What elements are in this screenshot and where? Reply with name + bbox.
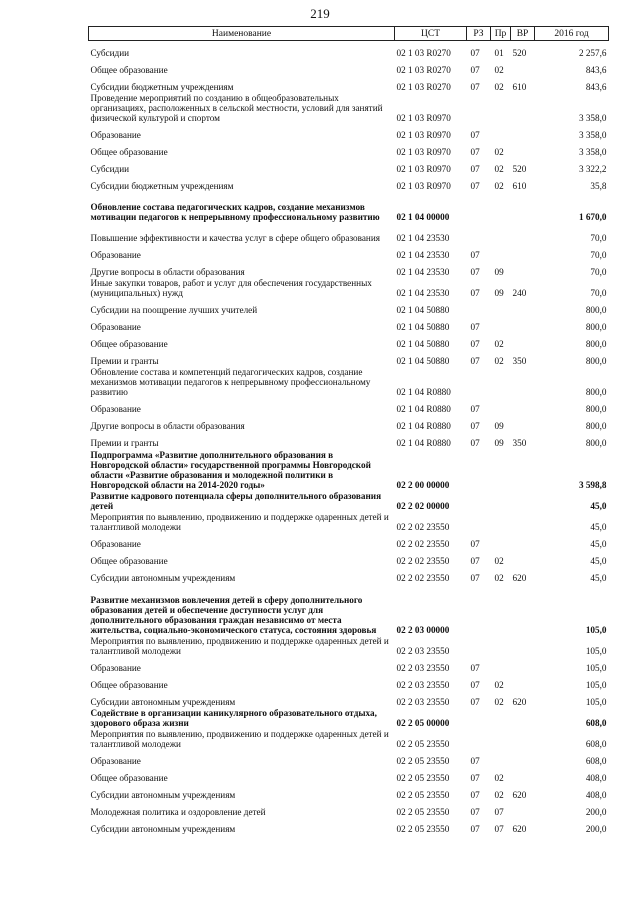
row-vr-code — [511, 490, 535, 511]
row-name: Субсидии бюджетным учреждениям — [90, 82, 234, 92]
row-rz-code — [467, 583, 491, 635]
row-pr-code: 02 — [494, 82, 504, 92]
row-rz-code: 07 — [470, 807, 480, 817]
table-row — [89, 157, 609, 174]
row-vr-code — [511, 397, 535, 414]
row-pr-code: 02 — [494, 697, 504, 707]
row-amount: 45,0 — [590, 522, 607, 532]
row-rz-code: 07 — [470, 65, 480, 75]
row-cst-code: 02 2 00 00000 — [396, 480, 450, 490]
row-cst-code: 02 1 04 R0880 — [396, 404, 451, 414]
row-name: Другие вопросы в области образования — [90, 267, 245, 277]
row-pr-code — [491, 532, 511, 549]
row-vr-code: 610 — [512, 82, 527, 92]
row-rz-code — [467, 728, 491, 749]
table-row — [89, 635, 609, 656]
row-rz-code: 07 — [470, 438, 480, 448]
table-row — [89, 656, 609, 673]
row-pr-code: 02 — [494, 147, 504, 157]
row-vr-code — [511, 532, 535, 549]
table-row — [89, 800, 609, 817]
row-vr-code — [511, 766, 535, 783]
row-name: Субсидии — [90, 48, 130, 58]
row-vr-code — [511, 414, 535, 431]
row-cst-code: 02 1 04 R0880 — [396, 421, 451, 431]
row-cst-code: 02 2 05 23550 — [396, 824, 450, 834]
row-rz-code: 07 — [470, 421, 480, 431]
row-name: Образование — [90, 663, 141, 673]
row-name: Образование — [90, 756, 141, 766]
row-pr-code — [491, 315, 511, 332]
row-amount: 843,6 — [585, 65, 607, 75]
row-pr-code: 07 — [494, 824, 504, 834]
row-vr-code — [511, 366, 535, 397]
row-vr-code — [511, 800, 535, 817]
row-rz-code: 07 — [470, 130, 480, 140]
table-row — [89, 174, 609, 191]
table-row — [89, 532, 609, 549]
row-vr-code: 620 — [512, 573, 527, 583]
row-cst-code: 02 2 02 23550 — [396, 539, 450, 549]
row-cst-code: 02 2 02 23550 — [396, 556, 450, 566]
row-cst-code: 02 1 04 00000 — [396, 212, 450, 222]
row-rz-code — [467, 490, 491, 511]
row-vr-code — [511, 511, 535, 532]
row-name: Образование — [90, 539, 141, 549]
row-pr-code: 09 — [494, 267, 504, 277]
table-row — [89, 728, 609, 749]
row-cst-code: 02 2 03 00000 — [396, 625, 450, 635]
row-name: Иные закупки товаров, работ и услуг для обеспечения государственных (муниципальных) нужд — [90, 278, 372, 298]
row-amount: 3 598,8 — [578, 480, 607, 490]
row-vr-code — [511, 707, 535, 728]
row-name: Субсидии автономным учреждениям — [90, 824, 236, 834]
row-name: Общее образование — [90, 65, 168, 75]
table-row — [89, 260, 609, 277]
row-pr-code: 02 — [494, 773, 504, 783]
table-row — [89, 566, 609, 583]
row-amount: 408,0 — [585, 790, 607, 800]
row-vr-code — [511, 549, 535, 566]
row-cst-code: 02 2 05 23550 — [396, 773, 450, 783]
row-rz-code: 07 — [470, 250, 480, 260]
table-row — [89, 298, 609, 315]
row-vr-code: 240 — [512, 288, 527, 298]
row-vr-code: 620 — [512, 790, 527, 800]
row-rz-code: 07 — [470, 322, 480, 332]
row-pr-code — [491, 397, 511, 414]
row-amount: 800,0 — [585, 339, 607, 349]
row-pr-code: 02 — [494, 680, 504, 690]
row-name: Общее образование — [90, 147, 168, 157]
row-rz-code: 07 — [470, 573, 480, 583]
row-pr-code: 02 — [494, 65, 504, 75]
row-amount: 105,0 — [585, 680, 607, 690]
row-amount: 3 358,0 — [578, 130, 607, 140]
row-amount: 800,0 — [585, 404, 607, 414]
row-vr-code — [511, 673, 535, 690]
row-pr-code — [491, 707, 511, 728]
row-rz-code — [467, 92, 491, 123]
row-rz-code: 07 — [470, 556, 480, 566]
row-name: Другие вопросы в области образования — [90, 421, 245, 431]
table-row — [89, 397, 609, 414]
row-pr-code — [491, 191, 511, 222]
table-row — [89, 431, 609, 448]
table-row — [89, 783, 609, 800]
row-cst-code: 02 1 03 R0970 — [396, 164, 451, 174]
row-cst-code: 02 2 03 23550 — [396, 697, 450, 707]
row-amount: 800,0 — [585, 356, 607, 366]
table-row — [89, 583, 609, 635]
row-name: Молодежная политика и оздоровление детей — [90, 807, 266, 817]
table-row — [89, 511, 609, 532]
row-rz-code — [467, 222, 491, 243]
row-rz-code — [467, 635, 491, 656]
row-rz-code: 07 — [470, 288, 480, 298]
row-amount: 800,0 — [585, 322, 607, 332]
page-number: 219 — [310, 6, 330, 21]
row-amount: 3 358,0 — [578, 113, 607, 123]
row-vr-code: 610 — [512, 181, 527, 191]
table-row — [89, 366, 609, 397]
row-amount: 70,0 — [590, 267, 607, 277]
row-cst-code: 02 1 03 R0970 — [396, 147, 451, 157]
row-name: Субсидии автономным учреждениям — [90, 697, 236, 707]
row-pr-code: 09 — [494, 421, 504, 431]
row-vr-code — [511, 635, 535, 656]
table-row — [89, 58, 609, 75]
row-name: Образование — [90, 404, 141, 414]
row-pr-code: 02 — [494, 339, 504, 349]
row-pr-code — [491, 583, 511, 635]
row-vr-code — [511, 260, 535, 277]
row-name: Проведение мероприятий по созданию в общеобразовательных организациях, расположенных в сельской местности, условий для занятий физической культурой и спортом — [90, 93, 383, 123]
row-cst-code: 02 1 03 R0970 — [396, 130, 451, 140]
row-vr-code — [511, 191, 535, 222]
row-name: Общее образование — [90, 680, 168, 690]
row-pr-code — [491, 656, 511, 673]
row-rz-code — [467, 511, 491, 532]
row-name: Мероприятия по выявлению, продвижению и поддержке одаренных детей и талантливой молодежи — [90, 636, 389, 656]
header-cst: ЦСТ — [395, 27, 467, 41]
row-name: Развитие кадрового потенциала сферы дополнительного образования детей — [90, 491, 382, 511]
row-name: Повышение эффективности и качества услуг в сфере общего образования — [90, 233, 380, 243]
row-name: Подпрограмма «Развитие дополнительного образования в Новгородской области» государственной программы Новгородской области «Развитие образования и молодежной политики в Новгородской области на 2014-2020 годы» — [90, 450, 371, 490]
row-amount: 70,0 — [590, 288, 607, 298]
table-row — [89, 75, 609, 92]
row-amount: 70,0 — [590, 250, 607, 260]
row-pr-code — [491, 366, 511, 397]
row-rz-code: 07 — [470, 147, 480, 157]
row-pr-code — [491, 92, 511, 123]
row-amount: 45,0 — [590, 556, 607, 566]
row-cst-code: 02 1 03 R0270 — [396, 82, 451, 92]
row-vr-code — [511, 448, 535, 490]
table-row — [89, 349, 609, 366]
table-row — [89, 243, 609, 260]
row-vr-code — [511, 656, 535, 673]
row-cst-code: 02 2 02 00000 — [396, 501, 450, 511]
row-pr-code: 02 — [494, 573, 504, 583]
row-rz-code: 07 — [470, 181, 480, 191]
row-cst-code: 02 1 03 R0970 — [396, 181, 451, 191]
row-rz-code: 07 — [470, 404, 480, 414]
row-pr-code — [491, 243, 511, 260]
row-pr-code — [491, 728, 511, 749]
row-rz-code: 07 — [470, 680, 480, 690]
row-amount: 408,0 — [585, 773, 607, 783]
table-row — [89, 92, 609, 123]
table-row — [89, 414, 609, 431]
row-cst-code: 02 1 04 50880 — [396, 356, 450, 366]
table-row — [89, 817, 609, 834]
row-pr-code: 09 — [494, 438, 504, 448]
row-pr-code: 02 — [494, 181, 504, 191]
row-amount: 200,0 — [585, 824, 607, 834]
row-amount: 35,8 — [590, 181, 607, 191]
row-rz-code — [467, 707, 491, 728]
row-amount: 608,0 — [585, 756, 607, 766]
row-cst-code: 02 2 02 23550 — [396, 522, 450, 532]
header-year: 2016 год — [535, 27, 609, 41]
row-vr-code — [511, 222, 535, 243]
row-cst-code: 02 2 05 23550 — [396, 739, 450, 749]
row-amount: 105,0 — [585, 646, 607, 656]
row-pr-code — [491, 222, 511, 243]
row-amount: 800,0 — [585, 438, 607, 448]
row-pr-code — [491, 749, 511, 766]
row-rz-code: 07 — [470, 539, 480, 549]
row-rz-code: 07 — [470, 48, 480, 58]
row-cst-code: 02 2 03 23550 — [396, 646, 450, 656]
row-cst-code: 02 1 04 23530 — [396, 288, 450, 298]
row-rz-code: 07 — [470, 697, 480, 707]
header-pr: Пр — [491, 27, 511, 41]
row-amount: 608,0 — [585, 739, 607, 749]
row-name: Субсидии — [90, 164, 130, 174]
row-name: Обновление состава и компетенций педагогических кадров, создание механизмов мотивации педагогов к непрерывному профессиональному развитию — [90, 367, 371, 397]
row-amount: 608,0 — [585, 718, 607, 728]
row-vr-code — [511, 315, 535, 332]
table-row — [89, 690, 609, 707]
row-amount: 45,0 — [590, 573, 607, 583]
row-amount: 843,6 — [585, 82, 607, 92]
table-body — [89, 41, 609, 835]
row-rz-code: 07 — [470, 773, 480, 783]
row-rz-code: 07 — [470, 756, 480, 766]
row-name: Субсидии автономным учреждениям — [90, 790, 236, 800]
row-rz-code: 07 — [470, 356, 480, 366]
budget-table — [88, 26, 609, 834]
row-rz-code: 07 — [470, 267, 480, 277]
row-vr-code — [511, 298, 535, 315]
row-vr-code — [511, 243, 535, 260]
table-header — [89, 27, 609, 41]
row-vr-code — [511, 123, 535, 140]
row-amount: 800,0 — [585, 305, 607, 315]
row-name: Субсидии на поощрение лучших учителей — [90, 305, 258, 315]
row-rz-code: 07 — [470, 663, 480, 673]
row-rz-code: 07 — [470, 82, 480, 92]
row-amount: 3 322,2 — [578, 164, 607, 174]
row-amount: 45,0 — [590, 539, 607, 549]
row-name: Премии и гранты — [90, 438, 159, 448]
table-row — [89, 332, 609, 349]
table-row — [89, 315, 609, 332]
row-name: Обновление состава педагогических кадров, создание механизмов мотивации педагогов к непрерывному профессиональному развитию — [90, 202, 380, 222]
row-name: Образование — [90, 130, 141, 140]
row-amount: 105,0 — [585, 625, 607, 635]
table-row — [89, 749, 609, 766]
row-amount: 800,0 — [585, 387, 607, 397]
row-vr-code: 350 — [512, 438, 527, 448]
row-pr-code — [491, 490, 511, 511]
row-rz-code — [467, 298, 491, 315]
row-rz-code — [467, 366, 491, 397]
row-cst-code: 02 1 04 R0880 — [396, 387, 451, 397]
row-name: Мероприятия по выявлению, продвижению и поддержке одаренных детей и талантливой молодежи — [90, 729, 389, 749]
row-vr-code: 620 — [512, 824, 527, 834]
row-pr-code: 07 — [494, 807, 504, 817]
row-rz-code: 07 — [470, 339, 480, 349]
row-name: Субсидии бюджетным учреждениям — [90, 181, 234, 191]
row-pr-code — [491, 511, 511, 532]
header-vr: ВР — [511, 27, 535, 41]
header-rz: РЗ — [467, 27, 491, 41]
row-name: Общее образование — [90, 339, 168, 349]
row-cst-code: 02 1 04 R0880 — [396, 438, 451, 448]
row-vr-code — [511, 583, 535, 635]
row-pr-code — [491, 635, 511, 656]
row-name: Субсидии автономным учреждениям — [90, 573, 236, 583]
row-rz-code: 07 — [470, 164, 480, 174]
row-rz-code — [467, 191, 491, 222]
row-cst-code: 02 1 03 R0270 — [396, 48, 451, 58]
row-amount: 70,0 — [590, 233, 607, 243]
row-cst-code: 02 1 04 23530 — [396, 250, 450, 260]
row-vr-code — [511, 332, 535, 349]
row-amount: 2 257,6 — [578, 48, 607, 58]
row-pr-code — [491, 298, 511, 315]
row-name: Образование — [90, 250, 141, 260]
row-rz-code: 07 — [470, 790, 480, 800]
row-cst-code: 02 1 03 R0270 — [396, 65, 451, 75]
table-row — [89, 490, 609, 511]
table-row — [89, 673, 609, 690]
row-cst-code: 02 1 04 23530 — [396, 267, 450, 277]
row-cst-code: 02 2 05 00000 — [396, 718, 450, 728]
row-cst-code: 02 2 05 23550 — [396, 807, 450, 817]
row-amount: 45,0 — [590, 501, 607, 511]
table-row — [89, 123, 609, 140]
row-cst-code: 02 2 03 23550 — [396, 680, 450, 690]
row-name: Премии и гранты — [90, 356, 159, 366]
row-amount: 1 670,0 — [578, 212, 607, 222]
row-pr-code: 02 — [494, 790, 504, 800]
row-amount: 3 358,0 — [578, 147, 607, 157]
table-row — [89, 140, 609, 157]
row-rz-code — [467, 448, 491, 490]
row-name: Образование — [90, 322, 141, 332]
table-row — [89, 707, 609, 728]
row-cst-code: 02 2 05 23550 — [396, 790, 450, 800]
row-name: Развитие механизмов вовлечения детей в сферу дополнительного образования детей и обеспечение доступности услуг для дополнительного образования граждан независимо от места жительства, социально-экономического статуса, состояния здоровья — [90, 595, 377, 635]
row-rz-code: 07 — [470, 824, 480, 834]
table-row — [89, 448, 609, 490]
row-cst-code: 02 1 03 R0970 — [396, 113, 451, 123]
row-pr-code: 09 — [494, 288, 504, 298]
row-cst-code: 02 2 05 23550 — [396, 756, 450, 766]
row-vr-code — [511, 140, 535, 157]
row-name: Мероприятия по выявлению, продвижению и поддержке одаренных детей и талантливой молодежи — [90, 512, 389, 532]
row-vr-code — [511, 58, 535, 75]
row-cst-code: 02 2 02 23550 — [396, 573, 450, 583]
row-vr-code: 350 — [512, 356, 527, 366]
row-vr-code — [511, 92, 535, 123]
row-pr-code — [491, 448, 511, 490]
table-row — [89, 277, 609, 298]
row-name: Содействие в организации каникулярного образовательного отдыха, здорового образа жизни — [90, 708, 377, 728]
row-cst-code: 02 1 04 23530 — [396, 233, 450, 243]
row-pr-code: 02 — [494, 356, 504, 366]
row-name: Общее образование — [90, 556, 168, 566]
row-amount: 105,0 — [585, 663, 607, 673]
table-row — [89, 766, 609, 783]
row-cst-code: 02 1 04 50880 — [396, 322, 450, 332]
row-pr-code: 02 — [494, 556, 504, 566]
row-vr-code — [511, 728, 535, 749]
table-row — [89, 41, 609, 59]
header-name: Наименование — [89, 27, 395, 41]
row-amount: 200,0 — [585, 807, 607, 817]
row-pr-code: 01 — [494, 48, 504, 58]
table-row — [89, 549, 609, 566]
row-amount: 105,0 — [585, 697, 607, 707]
row-vr-code: 520 — [512, 164, 527, 174]
table-row — [89, 222, 609, 243]
row-cst-code: 02 1 04 50880 — [396, 305, 450, 315]
row-pr-code — [491, 123, 511, 140]
row-pr-code: 02 — [494, 164, 504, 174]
row-vr-code — [511, 749, 535, 766]
row-cst-code: 02 1 04 50880 — [396, 339, 450, 349]
row-name: Общее образование — [90, 773, 168, 783]
row-cst-code: 02 2 03 23550 — [396, 663, 450, 673]
row-vr-code: 620 — [512, 697, 527, 707]
row-vr-code: 520 — [512, 48, 527, 58]
row-amount: 800,0 — [585, 421, 607, 431]
table-row — [89, 191, 609, 222]
